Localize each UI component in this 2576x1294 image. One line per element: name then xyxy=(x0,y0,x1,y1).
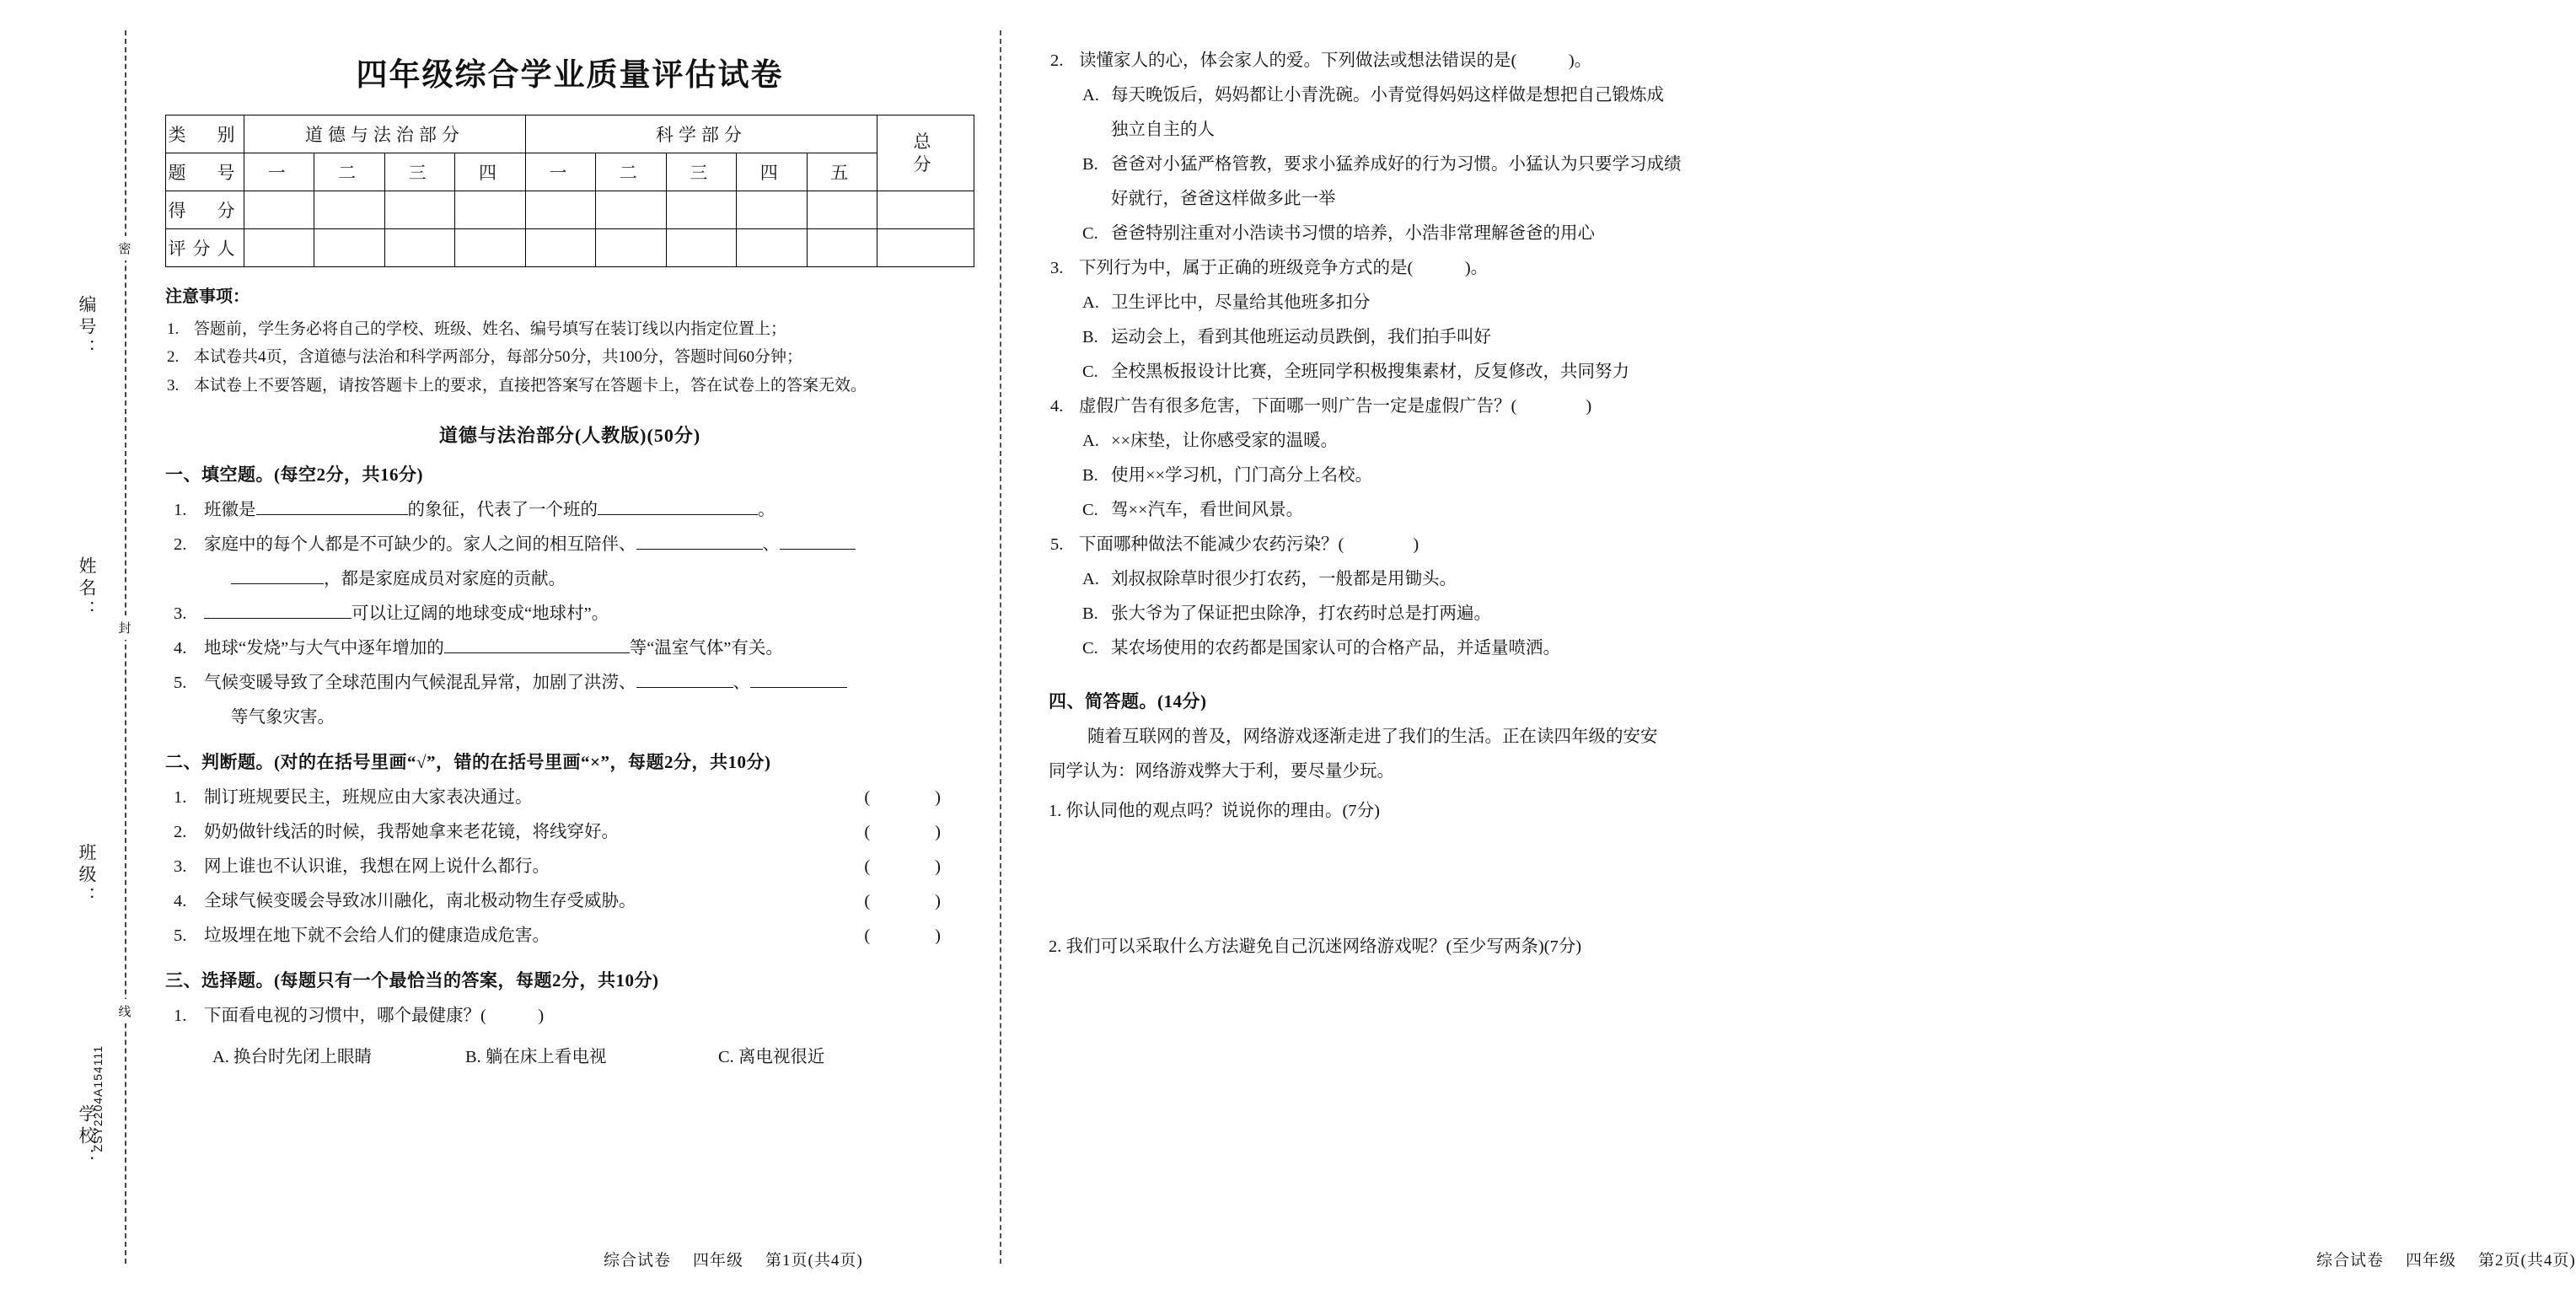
q2-text-2: 奶奶做针线活的时候，我帮她拿来老花镜，将线穿好。 xyxy=(204,822,619,841)
right-q3-a-line1: 卫生评比中，尽量给其他班多扣分 xyxy=(1111,293,1371,312)
note-num-2: 2. xyxy=(167,348,180,367)
right-q2-idx: 2. xyxy=(1050,51,1064,70)
cell-grader-6[interactable] xyxy=(596,229,666,267)
cell-num-2: 二 xyxy=(314,153,384,191)
right-q3-stem-text: 下列行为中，属于正确的班级竞争方式的是( )。 xyxy=(1079,259,1489,277)
q2-text-1: 制订班规要民主，班规应由大家表决通过。 xyxy=(204,787,533,807)
right-q4-stem-text: 虚假广告有很多危害，下面哪一则广告一定是虚假广告？( ) xyxy=(1079,397,1592,416)
right-q3 xyxy=(1049,251,1841,389)
cell-science-header: 科学部分 xyxy=(525,115,877,153)
q1-idx-2: 2. xyxy=(174,534,187,554)
cell-score-3[interactable] xyxy=(384,191,454,229)
q2-item-3 xyxy=(165,850,974,884)
q2-idx-4: 4. xyxy=(174,891,187,910)
right-q2-option-a[interactable] xyxy=(1049,78,1841,113)
seal-char-mi: 密 xyxy=(110,236,139,260)
q3-option-a[interactable]: A. 换台时先闭上眼睛 xyxy=(212,1047,373,1066)
right-q5-stem xyxy=(1049,528,1841,562)
q2-items xyxy=(165,781,974,953)
cell-score-1[interactable] xyxy=(244,191,314,229)
cell-grader-5[interactable] xyxy=(525,229,595,267)
cell-num-1: 一 xyxy=(244,153,314,191)
cell-grader-9[interactable] xyxy=(807,229,877,267)
right-q5-option-c[interactable] xyxy=(1049,631,1841,666)
cell-num-7: 三 xyxy=(666,153,736,191)
right-q2-c-idx: C. xyxy=(1082,224,1098,243)
q1-text-4: 地球“发烧”与大气中逐年增加的 等“温室气体”有关。 xyxy=(204,638,783,658)
cell-grader-8[interactable] xyxy=(737,229,807,267)
q2-text-4: 全球气候变暖会导致冰川融化，南北极动物生存受威胁。 xyxy=(204,891,636,910)
q2-idx-3: 3. xyxy=(174,856,187,876)
q1-items xyxy=(165,493,974,735)
q2-bracket-1[interactable]: ( ) xyxy=(864,787,951,807)
binding-strip xyxy=(0,0,148,1294)
q3-item-1 xyxy=(165,999,974,1034)
right-q5-a-idx: A. xyxy=(1082,570,1099,588)
total-line1: 总 xyxy=(913,132,938,153)
cell-num-5: 一 xyxy=(525,153,595,191)
cell-category-label: 类 别 xyxy=(166,115,244,153)
cell-score-9[interactable] xyxy=(807,191,877,229)
cell-num-9: 五 xyxy=(807,153,877,191)
total-line2: 分 xyxy=(913,153,938,175)
q2-idx-1: 1. xyxy=(174,787,187,807)
cell-score-2[interactable] xyxy=(314,191,384,229)
q3-text-1: 下面看电视的习惯中，哪个最健康？( ) xyxy=(204,1006,545,1025)
right-q4-option-b[interactable] xyxy=(1049,459,1841,493)
right-q4-c-line1: 驾××汽车，看世间风景。 xyxy=(1111,501,1304,519)
notes-title: 注意事项： xyxy=(165,287,250,306)
q1-idx-3: 3. xyxy=(174,604,187,623)
field-xingming: 姓名： xyxy=(77,556,97,622)
page-title: 四年级综合学业质量评估试卷 xyxy=(356,58,784,93)
right-q5-b-idx: B. xyxy=(1082,604,1098,623)
cell-grader-label: 评分人 xyxy=(166,229,244,267)
cell-num-6: 二 xyxy=(596,153,666,191)
right-q2-a-line2: 独立自主的人 xyxy=(1111,121,1215,139)
cell-grader-7[interactable] xyxy=(666,229,736,267)
seal-char-xian: 线 xyxy=(110,999,139,1023)
right-q4-b-line1: 使用××学习机，门门高分上名校。 xyxy=(1111,466,1373,485)
footer-right-grade: 四年级 xyxy=(2406,1252,2457,1270)
q3-idx-1: 1. xyxy=(174,1006,187,1025)
right-q4 xyxy=(1049,389,1841,528)
right-q6-para2: 同学认为：网络游戏弊大于利，要尽量少玩。 xyxy=(1049,762,1394,781)
footer-right xyxy=(2316,1248,2576,1270)
right-q4-idx: 4. xyxy=(1050,397,1064,416)
field-banji: 班级： xyxy=(77,843,97,909)
cell-grader-4[interactable] xyxy=(455,229,525,267)
table-row-grader xyxy=(166,229,974,267)
field-bianhao: 编号： xyxy=(77,295,97,361)
field-xuexiao: 学校： xyxy=(77,1104,97,1170)
right-q2-c-line1: 爸爸特别注重对小浩读书习惯的培养，小浩非常理解爸爸的用心 xyxy=(1111,224,1595,243)
q2-text-5: 垃圾埋在地下就不会给人们的健康造成危害。 xyxy=(204,926,550,945)
q2-item-1 xyxy=(165,781,974,815)
right-q3-a-idx: A. xyxy=(1082,293,1099,312)
footer-left xyxy=(604,1248,863,1270)
note-text-3: 本试卷上不要答题，请按答题卡上的要求，直接把答案写在答题卡上，答在试卷上的答案无效。 xyxy=(194,376,867,395)
right-q5-a-line1: 刘叔叔除草时很少打农药，一般都是用锄头。 xyxy=(1111,570,1457,588)
q1-text-1: 班徽是 的象征，代表了一个班的 。 xyxy=(204,500,775,519)
q1-item-5b xyxy=(165,701,974,735)
right-q2-option-c[interactable] xyxy=(1049,217,1841,251)
right-q6-heading: 四、简答题。(14分) xyxy=(1049,691,1207,711)
right-q3-idx: 3. xyxy=(1050,259,1064,277)
q2-item-5 xyxy=(165,919,974,953)
table-row-score xyxy=(166,191,974,229)
cell-grader-1[interactable] xyxy=(244,229,314,267)
note-num-1: 1. xyxy=(167,320,180,338)
cell-score-4[interactable] xyxy=(455,191,525,229)
q1-item-5 xyxy=(165,666,974,701)
q1-idx-5: 5. xyxy=(174,673,187,692)
right-q5-c-line1: 某农场使用的农药都是国家认可的合格产品，并适量喷洒。 xyxy=(1111,639,1560,658)
right-q6-para1: 随着互联网的普及，网络游戏逐渐走进了我们的生活。正在读四年级的安安 xyxy=(1087,728,1658,746)
right-q3-stem xyxy=(1049,251,1841,286)
right-q3-c-idx: C. xyxy=(1082,362,1098,381)
q1-text-3: 可以让辽阔的地球变成“地球村”。 xyxy=(204,604,609,623)
right-q2-stem xyxy=(1049,44,1841,78)
right-q3-b-line1: 运动会上，看到其他班运动员跌倒，我们拍手叫好 xyxy=(1111,328,1491,346)
right-q2-b-line1: 爸爸对小猛严格管教，要求小猛养成好的行为习惯。小猛认为只要学习成绩 xyxy=(1111,155,1682,174)
cell-num-4: 四 xyxy=(455,153,525,191)
right-q5 xyxy=(1049,528,1841,666)
left-column xyxy=(148,0,1000,1294)
right-q3-option-a[interactable] xyxy=(1049,286,1841,320)
answer-space-2[interactable] xyxy=(1049,964,1841,1066)
q1-text-2b: ，都是家庭成员对家庭的贡献。 xyxy=(231,570,566,588)
cell-num-3: 三 xyxy=(384,153,454,191)
cell-score-6[interactable] xyxy=(596,191,666,229)
cell-total-header xyxy=(877,115,974,191)
q3-heading: 三、选择题。(每题只有一个最恰当的答案，每题2分，共10分) xyxy=(165,969,659,991)
right-q5-option-a[interactable] xyxy=(1049,562,1841,597)
q3-option-b[interactable]: B. 躺在床上看电视 xyxy=(465,1047,607,1066)
right-q4-a-idx: A. xyxy=(1082,432,1099,450)
cell-number-label: 题 号 xyxy=(166,153,244,191)
right-q2-option-a-cont xyxy=(1049,113,1841,148)
q3-options-row xyxy=(165,1042,974,1067)
notes-block xyxy=(165,282,974,400)
note-text-1: 答题前，学生务必将自己的学校、班级、姓名、编号填写在装订线以内指定位置上； xyxy=(194,320,787,338)
right-q2 xyxy=(1049,44,1841,251)
q1-item-1 xyxy=(165,493,974,528)
note-num-3: 3. xyxy=(167,376,180,395)
right-q5-b-line1: 张大爷为了保证把虫除净，打农药时总是打两遍。 xyxy=(1111,604,1491,623)
q2-bracket-4[interactable]: ( ) xyxy=(864,891,951,910)
right-q5-idx: 5. xyxy=(1050,535,1064,554)
footer-left-page: 第1页(共4页) xyxy=(765,1252,863,1270)
right-q2-a-idx: A. xyxy=(1082,86,1099,105)
right-q4-option-a[interactable] xyxy=(1049,424,1841,459)
right-q4-a-line1: ××床垫，让你感受家的温暖。 xyxy=(1111,432,1339,450)
right-q4-option-c[interactable] xyxy=(1049,493,1841,528)
q2-item-4 xyxy=(165,884,974,919)
cell-score-5[interactable] xyxy=(525,191,595,229)
q1-idx-1: 1. xyxy=(174,500,187,519)
right-q2-option-b-cont xyxy=(1049,182,1841,217)
q1-item-4 xyxy=(165,631,974,666)
right-q4-stem xyxy=(1049,389,1841,424)
right-q3-option-c[interactable] xyxy=(1049,355,1841,389)
q1-heading: 一、填空题。(每空2分，共16分) xyxy=(165,464,423,485)
q1-text-5: 气候变暖导致了全球范围内气候混乱异常，加剧了洪涝、 、 xyxy=(204,674,847,692)
cell-grader-2[interactable] xyxy=(314,229,384,267)
q3-option-c[interactable]: C. 离电视很近 xyxy=(718,1047,825,1066)
q1-item-2b xyxy=(165,562,974,597)
q2-text-3: 网上谁也不认识谁，我想在网上说什么都行。 xyxy=(204,856,550,876)
table-row-number xyxy=(166,153,974,191)
q2-idx-2: 2. xyxy=(174,822,187,841)
cell-grader-3[interactable] xyxy=(384,229,454,267)
cell-score-total[interactable] xyxy=(877,191,974,229)
q2-bracket-3[interactable]: ( ) xyxy=(864,856,951,876)
note-item-1 xyxy=(165,315,974,343)
right-q3-option-b[interactable] xyxy=(1049,320,1841,355)
paper-code: ZSY2204A154111 xyxy=(91,1045,105,1152)
right-q5-c-idx: C. xyxy=(1082,639,1098,658)
cell-score-7[interactable] xyxy=(666,191,736,229)
footer-right-name: 综合试卷 xyxy=(2316,1252,2385,1270)
binding-dashed-line xyxy=(125,30,126,1264)
right-q2-option-b[interactable] xyxy=(1049,148,1841,182)
right-q3-c-line1: 全校黑板报设计比赛，全班同学积极搜集素材，反复修改，共同努力 xyxy=(1111,362,1629,381)
q1-idx-4: 4. xyxy=(174,638,187,658)
q2-bracket-5[interactable]: ( ) xyxy=(864,926,951,945)
answer-space-1[interactable] xyxy=(1049,829,1841,930)
right-q6-sub1: 1. 你认同他的观点吗？说说你的理由。(7分) xyxy=(1049,802,1380,820)
footer-right-page: 第2页(共4页) xyxy=(2478,1252,2576,1270)
cell-score-label: 得 分 xyxy=(166,191,244,229)
right-q3-b-idx: B. xyxy=(1082,328,1098,346)
cell-score-8[interactable] xyxy=(737,191,807,229)
right-q5-option-b[interactable] xyxy=(1049,597,1841,631)
right-q2-a-line1: 每天晚饭后，妈妈都让小青洗碗。小青觉得妈妈这样做是想把自己锻炼成 xyxy=(1111,86,1664,105)
note-item-2 xyxy=(165,343,974,371)
table-row-category xyxy=(166,115,974,153)
q1-text-2: 家庭中的每个人都是不可缺少的。家人之间的相互陪伴、 、 xyxy=(204,535,856,554)
right-q6-sub2: 2. 我们可以采取什么方法避免自己沉迷网络游戏呢？(至少写两条)(7分) xyxy=(1049,937,1582,956)
cell-num-8: 四 xyxy=(737,153,807,191)
seal-char-feng: 封 xyxy=(110,615,139,640)
q1-item-2 xyxy=(165,528,974,562)
right-column xyxy=(1001,0,2576,1294)
footer-left-name: 综合试卷 xyxy=(604,1252,672,1270)
part1-heading: 道德与法治部分(人教版)(50分) xyxy=(438,424,701,446)
right-q5-stem-text: 下面哪种做法不能减少农药污染？( ) xyxy=(1079,535,1419,554)
right-q4-b-idx: B. xyxy=(1082,466,1098,485)
q2-item-2 xyxy=(165,815,974,850)
q1-text-5b: 等气象灾害。 xyxy=(231,707,335,727)
note-item-3 xyxy=(165,372,974,400)
right-q2-b-line2: 好就行，爸爸这样做多此一举 xyxy=(1111,190,1336,208)
right-q2-b-idx: B. xyxy=(1082,155,1098,174)
note-text-2: 本试卷共4页，含道德与法治和科学两部分，每部分50分，共100分，答题时间60分钟； xyxy=(194,348,803,367)
cell-grader-total[interactable] xyxy=(877,229,974,267)
cell-morality-header: 道德与法治部分 xyxy=(244,115,526,153)
q1-item-3 xyxy=(165,597,974,631)
footer-left-grade: 四年级 xyxy=(693,1252,744,1270)
score-table xyxy=(165,115,974,267)
right-q2-stem-text: 读懂家人的心，体会家人的爱。下列做法或想法错误的是( )。 xyxy=(1079,51,1592,70)
q2-idx-5: 5. xyxy=(174,926,187,945)
right-q4-c-idx: C. xyxy=(1082,501,1098,519)
q2-bracket-2[interactable]: ( ) xyxy=(864,822,951,841)
q2-heading: 二、判断题。(对的在括号里画“√”，错的在括号里画“×”，每题2分，共10分) xyxy=(165,751,771,772)
